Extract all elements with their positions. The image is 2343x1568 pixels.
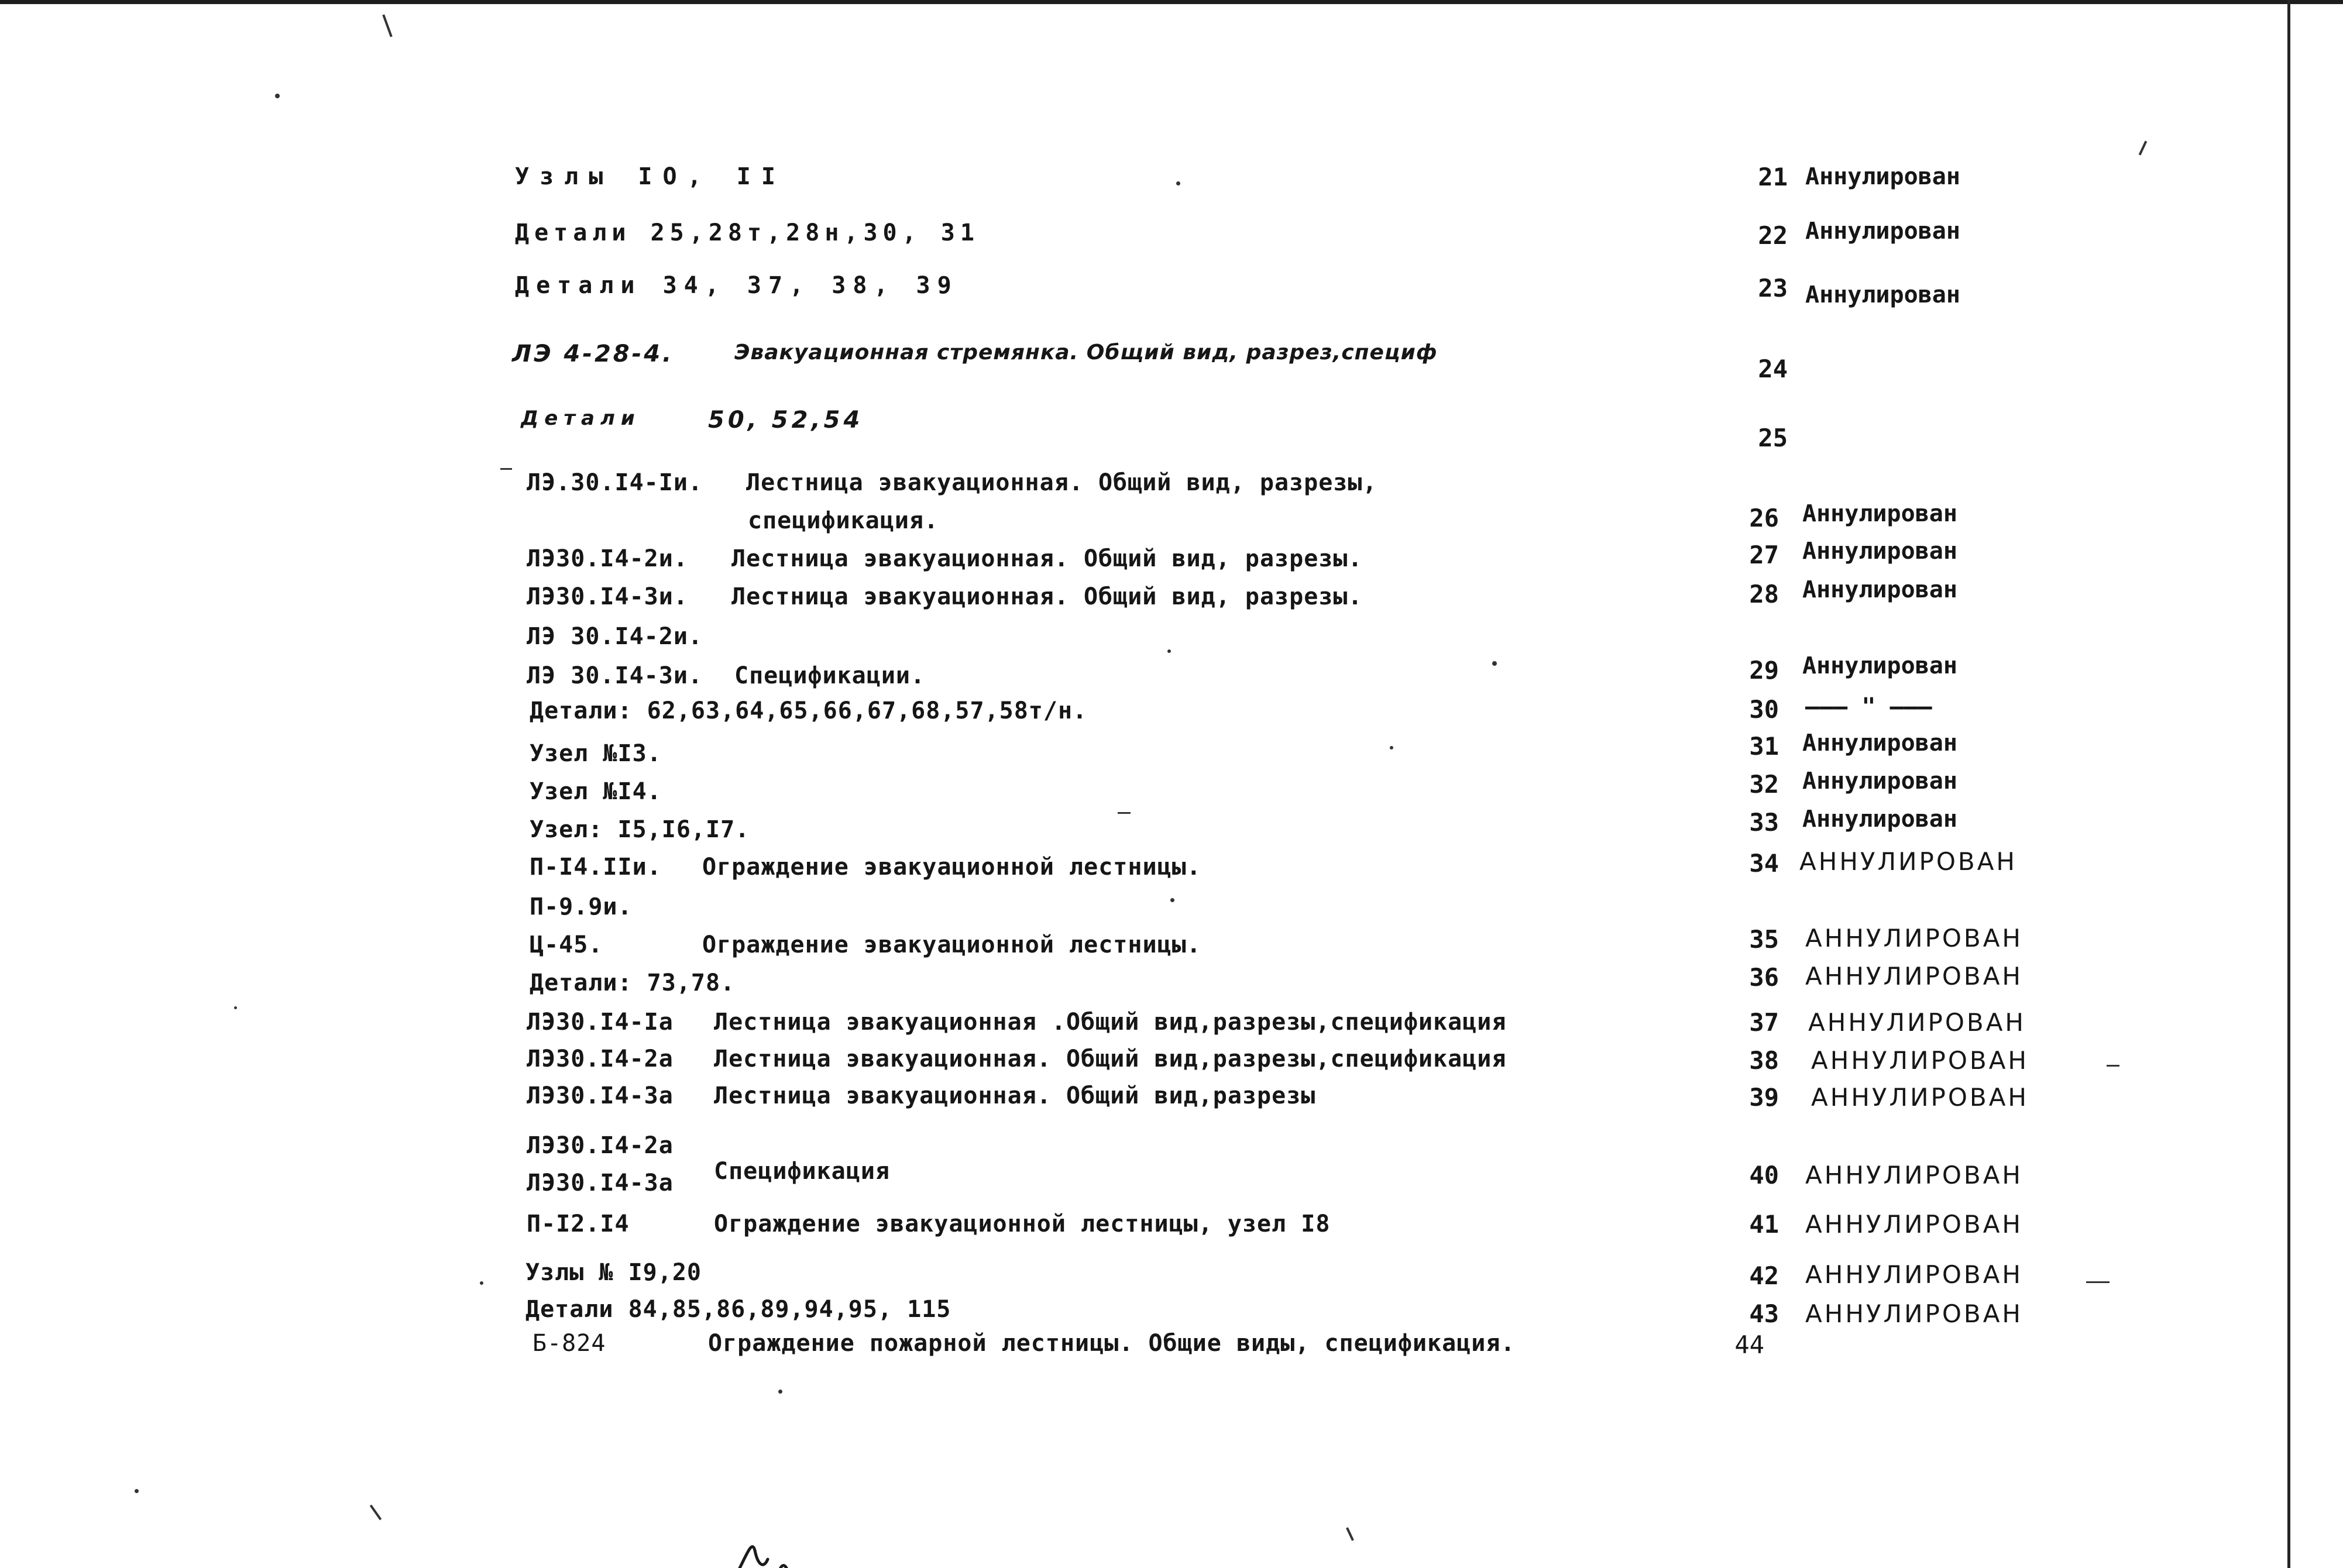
status-text: Аннулирован <box>1802 730 1957 757</box>
entry-description: Лестница эвакуационная. Общий вид,разрезы <box>714 1082 1316 1109</box>
entry-code: П-I2.I4 <box>527 1211 630 1237</box>
entry-description: Лестница эвакуационная. Общий вид,разрезы,спецификация <box>714 1046 1507 1072</box>
entry-code: ЛЭ30.I4-2а <box>527 1046 674 1072</box>
scan-speck <box>480 1281 483 1285</box>
sheet-number: 22 <box>1758 221 1788 250</box>
entry-code: Узлы № I9,20 <box>525 1259 702 1286</box>
scan-mark <box>2107 1065 2119 1067</box>
sheet-number: 26 <box>1749 504 1779 532</box>
status-text: Аннулирован <box>1802 806 1957 833</box>
status-text-handwritten: АННУЛИРОВАН <box>1805 1260 2024 1289</box>
sheet-number: 28 <box>1749 580 1779 608</box>
sheet-number: 35 <box>1749 925 1779 954</box>
entry-code: Детали: 73,78. <box>530 969 736 996</box>
sheet-number: 44 <box>1734 1330 1764 1359</box>
status-text: Аннулирован <box>1802 652 1957 679</box>
entry-code: ЛЭ 4-28-4. <box>512 341 674 367</box>
entry-description: Эвакуационная стремянка. Общий вид, разрез,специф <box>734 341 1438 365</box>
sheet-number: 32 <box>1749 770 1779 799</box>
entry-code: Узлы IO, II <box>515 163 786 190</box>
entry-description: Ограждение эвакуационной лестницы. <box>702 854 1201 881</box>
status-text-handwritten: АННУЛИРОВАН <box>1805 1299 2024 1328</box>
entry-description: Лестница эвакуационная .Общий вид,разрезы,спецификация <box>714 1009 1507 1036</box>
scan-mark <box>2086 1281 2110 1283</box>
scan-speck <box>135 1489 139 1493</box>
scan-right-edge <box>2287 0 2290 1568</box>
scan-speck <box>1390 746 1393 749</box>
status-text: Аннулирован <box>1802 500 1957 527</box>
scan-speck <box>1492 661 1497 666</box>
entry-description: Ограждение пожарной лестницы. Общие виды, спецификация. <box>708 1330 1516 1357</box>
sheet-number: 38 <box>1749 1046 1779 1075</box>
status-text: Аннулирован <box>1802 538 1957 565</box>
status-text: Аннулирован <box>1805 163 1960 190</box>
sheet-number: 23 <box>1758 274 1788 302</box>
entry-code: ЛЭ30.I4-3а <box>527 1082 674 1109</box>
sheet-number: 43 <box>1749 1299 1779 1328</box>
sheet-number: 25 <box>1758 424 1788 452</box>
sheet-number: 40 <box>1749 1161 1779 1189</box>
scan-mark <box>2139 140 2148 155</box>
sheet-number: 31 <box>1749 732 1779 761</box>
sheet-number: 37 <box>1749 1008 1779 1037</box>
sheet-number: 29 <box>1749 656 1779 685</box>
entry-code: Узел: I5,I6,I7. <box>530 816 750 843</box>
status-text-handwritten: АННУЛИРОВАН <box>1799 847 2018 876</box>
entry-description: Лестница эвакуационная. Общий вид, разрезы, <box>746 469 1377 496</box>
entry-description: спецификация. <box>748 507 939 534</box>
sheet-number: 39 <box>1749 1083 1779 1112</box>
entry-description: Ограждение эвакуационной лестницы. <box>702 931 1201 958</box>
sheet-number: 33 <box>1749 808 1779 837</box>
sheet-number: 27 <box>1749 541 1779 569</box>
sheet-number: 36 <box>1749 963 1779 992</box>
sheet-number: 21 <box>1758 163 1788 191</box>
entry-code: Детали 25,28т,28н,30, 31 <box>515 219 980 246</box>
scan-speck <box>275 94 280 98</box>
scan-mark <box>500 468 512 470</box>
scan-top-edge <box>0 0 2343 4</box>
entry-description: 50, 52,54 <box>708 407 864 434</box>
status-text-handwritten: АННУЛИРОВАН <box>1805 962 2024 991</box>
status-text: Аннулирован <box>1802 768 1957 795</box>
entry-code: ЛЭ30.I4-3а <box>527 1170 674 1196</box>
sheet-number: 42 <box>1749 1261 1779 1290</box>
sheet-number: 30 <box>1749 695 1779 724</box>
entry-code: ЛЭ30.I4-2а <box>527 1132 674 1159</box>
entry-code: П-I4.IIи. <box>530 854 662 881</box>
status-text-handwritten: АННУЛИРОВАН <box>1805 1161 2024 1189</box>
status-text: Аннулирован <box>1802 576 1957 603</box>
scan-speck <box>234 1006 237 1009</box>
entry-code: П-9.9и. <box>530 893 633 920</box>
status-text-handwritten: АННУЛИРОВАН <box>1808 1008 2026 1037</box>
sheet-number: 41 <box>1749 1210 1779 1239</box>
scan-speck <box>778 1390 782 1394</box>
scan-speck <box>1176 181 1180 185</box>
status-text-handwritten: АННУЛИРОВАН <box>1805 924 2024 953</box>
status-text-handwritten: АННУЛИРОВАН <box>1811 1046 2029 1075</box>
entry-code: Узел №I4. <box>530 778 662 805</box>
entry-code: Б-824 <box>532 1330 606 1357</box>
handwriting-scribble <box>731 1533 813 1568</box>
entry-description: Лестница эвакуационная. Общий вид, разрезы. <box>731 583 1363 610</box>
scan-mark <box>1118 812 1131 814</box>
entry-description: Спецификации. <box>734 662 926 689</box>
entry-description: Лестница эвакуационная. Общий вид, разрезы. <box>731 545 1363 572</box>
status-text: Аннулирован <box>1805 281 1960 308</box>
entry-code: Узел №I3. <box>530 740 662 767</box>
scan-mark <box>1346 1527 1354 1541</box>
entry-code: Детали 84,85,86,89,94,95, 115 <box>525 1296 951 1323</box>
entry-code: ЛЭ30.I4-Iа <box>527 1009 674 1036</box>
entry-code: Детали 34, 37, 38, 39 <box>515 272 958 299</box>
status-text: Аннулирован <box>1805 218 1960 245</box>
entry-description: Спецификация <box>714 1158 890 1185</box>
scan-speck <box>1167 649 1171 653</box>
entry-code: ЛЭ30.I4-2и. <box>527 545 688 572</box>
entry-code: ЛЭ.30.I4-Iи. <box>527 469 703 496</box>
sheet-number: 34 <box>1749 849 1779 878</box>
entry-code: ЛЭ30.I4-3и. <box>527 583 688 610</box>
entry-description: Ограждение эвакуационной лестницы, узел I8 <box>714 1211 1331 1237</box>
entry-code: ЛЭ 30.I4-2и. <box>527 623 703 650</box>
ditto-mark: ——— " ——— <box>1805 693 1932 720</box>
status-text-handwritten: АННУЛИРОВАН <box>1811 1083 2029 1112</box>
scan-speck <box>1170 898 1174 902</box>
status-text-handwritten: АННУЛИРОВАН <box>1805 1210 2024 1239</box>
scan-mark <box>382 15 392 37</box>
entry-code: Детали: 62,63,64,65,66,67,68,57,58т/н. <box>530 697 1088 724</box>
entry-code: ЛЭ 30.I4-3и. <box>527 662 703 689</box>
entry-code: Ц-45. <box>530 931 603 958</box>
entry-code: Детали <box>521 407 641 430</box>
scan-mark <box>370 1505 382 1521</box>
sheet-number: 24 <box>1758 355 1788 383</box>
